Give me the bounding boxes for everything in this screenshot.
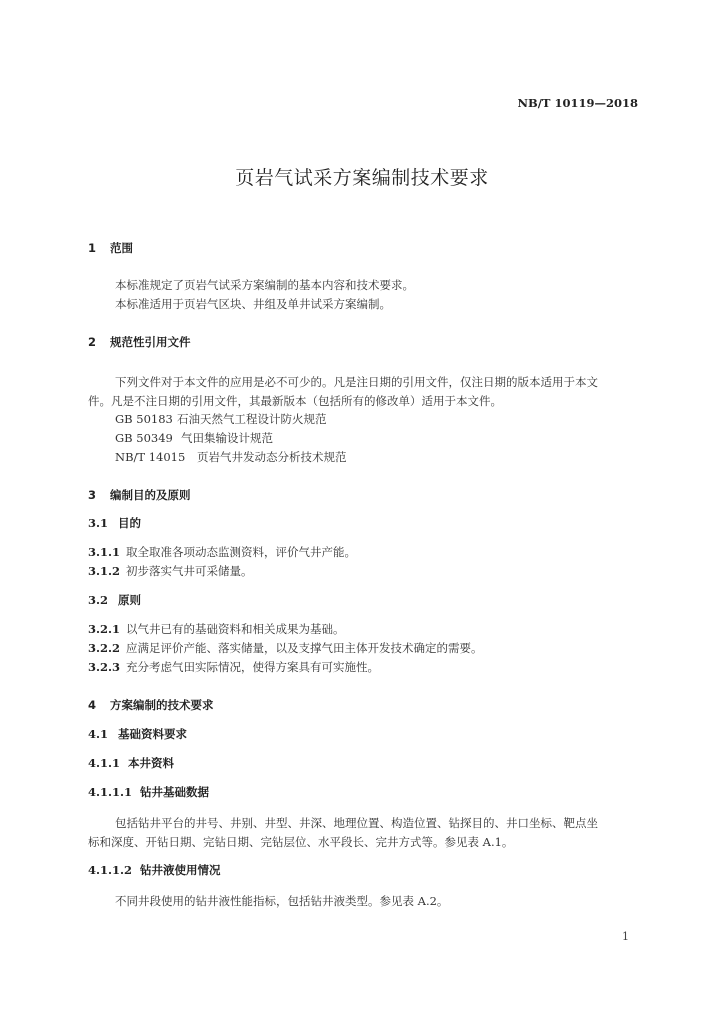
paragraph: 标和深度、开钻日期、完钻日期、完钻层位、水平段长、完井方式等。参见表 A.1。 [88, 835, 514, 849]
section-number: 3 [88, 488, 97, 502]
reference-code: NB/T 14015 [115, 450, 186, 464]
section-number: 4 [88, 698, 97, 712]
paragraph: 不同井段使用的钻井液性能指标，包括钻井液类型。参见表 A.2。 [115, 894, 449, 908]
clause-text: 初步落实气井可采储量。 [126, 564, 253, 578]
paragraph: 本标准适用于页岩气区块、井组及单井试采方案编制。 [115, 297, 391, 311]
reference-item [115, 449, 347, 465]
clause-3-1-2 [88, 563, 253, 579]
subsection-4-1-1-2-heading [88, 862, 221, 878]
clause-text: 取全取准各项动态监测资料，评价气井产能。 [126, 545, 356, 559]
clause-text: 充分考虑气田实际情况，使得方案具有可实施性。 [126, 660, 379, 674]
subsection-title: 钻井液使用情况 [140, 863, 221, 877]
subsection-number: 4.1.1.1 [88, 785, 133, 799]
section-title: 方案编制的技术要求 [110, 698, 214, 712]
subsection-4-1-1-heading [88, 755, 174, 771]
subsection-number: 3.1 [88, 516, 109, 530]
subsection-title: 基础资料要求 [118, 727, 187, 741]
section-3-heading [88, 487, 191, 503]
reference-item [115, 430, 273, 446]
subsection-number: 4.1.1.2 [88, 863, 133, 877]
clause-number: 3.2.1 [88, 622, 121, 636]
subsection-title: 原则 [118, 593, 141, 607]
subsection-number: 3.2 [88, 593, 109, 607]
section-4-heading [88, 697, 214, 713]
subsection-4-1-heading [88, 726, 187, 742]
section-title: 规范性引用文件 [110, 335, 191, 349]
reference-item [115, 411, 327, 427]
standard-code: NB/T 10119—2018 [517, 96, 638, 110]
clause-3-2-3 [88, 659, 379, 675]
clause-3-2-1 [88, 621, 345, 637]
section-2-heading [88, 334, 191, 350]
subsection-title: 目的 [118, 516, 141, 530]
section-title: 编制目的及原则 [110, 488, 191, 502]
paragraph: 包括钻井平台的井号、井别、井型、井深、地理位置、构造位置、钻探目的、井口坐标、靶点坐 [115, 816, 598, 830]
subsection-number: 4.1 [88, 727, 109, 741]
subsection-title: 钻井基础数据 [140, 785, 209, 799]
subsection-3-1-heading [88, 515, 141, 531]
document-title: 页岩气试采方案编制技术要求 [235, 167, 489, 189]
section-1-heading [88, 240, 133, 256]
subsection-title: 本井资料 [128, 756, 174, 770]
clause-number: 3.1.1 [88, 545, 121, 559]
section-number: 1 [88, 241, 97, 255]
clause-text: 以气井已有的基础资料和相关成果为基础。 [126, 622, 345, 636]
reference-name: 页岩气井发动态分析技术规范 [197, 450, 347, 464]
clause-number: 3.2.2 [88, 641, 121, 655]
subsection-3-2-heading [88, 592, 141, 608]
reference-name: 气田集输设计规范 [181, 431, 273, 445]
clause-text: 应满足评价产能、落实储量，以及支撑气田主体开发技术确定的需要。 [126, 641, 483, 655]
subsection-4-1-1-1-heading [88, 784, 209, 800]
reference-code: GB 50183 [115, 412, 173, 426]
clause-3-1-1 [88, 544, 356, 560]
clause-number: 3.2.3 [88, 660, 121, 674]
clause-number: 3.1.2 [88, 564, 121, 578]
paragraph: 件。凡是不注日期的引用文件，其最新版本（包括所有的修改单）适用于本文件。 [88, 394, 502, 408]
reference-name: 石油天然气工程设计防火规范 [177, 412, 327, 426]
page-number: 1 [622, 930, 629, 943]
paragraph: 本标准规定了页岩气试采方案编制的基本内容和技术要求。 [115, 278, 414, 292]
reference-code: GB 50349 [115, 431, 173, 445]
paragraph: 下列文件对于本文件的应用是必不可少的。凡是注日期的引用文件，仅注日期的版本适用于本文 [115, 375, 598, 389]
section-number: 2 [88, 335, 97, 349]
section-title: 范围 [110, 241, 133, 255]
clause-3-2-2 [88, 640, 483, 656]
subsection-number: 4.1.1 [88, 756, 121, 770]
